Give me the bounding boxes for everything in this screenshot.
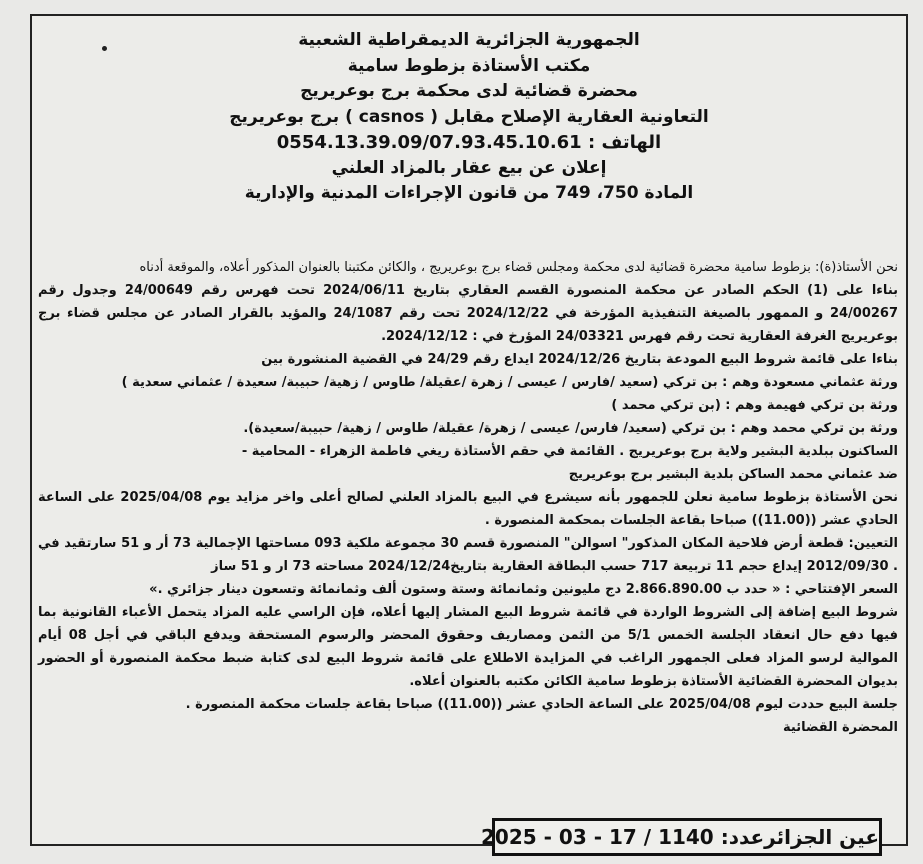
announcement-body: [38, 256, 898, 739]
signature-label: المحضرة القضائية: [783, 720, 898, 735]
paragraph-residence: الساكنون ببلدية البشير ولاية برج بوعريريج . القائمة في حقم الأستاذة ريغي فاطمة الزهراء - المحامية -: [241, 444, 898, 459]
paragraph-heirs-2: ورثة بن تركي فهيمة وهم : (بن تركي محمد ): [611, 398, 898, 413]
paragraph-sale-conditions: بناءا على قائمة شروط البيع المودعة بتاريخ 2024/12/26 ايداع رقم 24/29 في القضية المنشورة بين: [261, 352, 898, 367]
paragraph-sale-terms: شروط البيع إضافة إلى الشروط الواردة في قائمة شروط البيع المشار إليها أعلاه، فإن الراسي عليه المزاد يتحمل الأعباء القانونية بما فيها دفع حال انعقاد الجلسة الخمس 5/1 من الثمن ومصاريف وحقوق المحضر والرسوم المستحقة ويدفع الباقي في أجل 08 أيام الموالية لرسو المزاد فعلى الجمهور الراغب في المزايدة الاطلاع على قائمة شروط البيع لدى كتابة ضبط محكمة المنصورة أو الحضور بديوان المحضرة القضائية الأستاذة بزطوط سامية الكائن مكتبه بالعنوان أعلاه.: [38, 605, 898, 689]
header-title: إعلان عن بيع عقار بالمزاد العلني: [331, 157, 607, 178]
paragraph-auction-date: نحن الأستاذة بزطوط سامية نعلن للجمهور بأنه سيشرع في البيع بالمزاد العلني لصالح أعلى واخر مزايد يوم 2025/04/08 على الساعة الحادي عشر ((11.00)) صباحا بقاعة الجلسات بمحكمة المنصورة .: [38, 490, 898, 528]
paragraph-heirs-1: ورثة عثماني مسعودة وهم : بن تركي (سعيد /فارس / عيسى / زهرة /عقيلة/ طاوس / زهية/ حبيبة/ سعيدة / عثماني سعدية ): [121, 375, 898, 390]
paragraph-defendant: ضد عثماني محمد الساكن بلدية البشير برج بوعريريج: [568, 467, 898, 482]
header-legal-article: المادة 750، 749 من قانون الإجراءات المدنية والإدارية: [244, 183, 694, 203]
announcement-box: [30, 14, 908, 846]
header-bailiff: محضرة قضائية لدى محكمة برج بوعريريج: [300, 81, 638, 101]
announcement-header: [32, 28, 906, 207]
paragraph-bailiff-intro: نحن الأستاذ(ة): بزطوط سامية محضرة قضائية لدى محكمة ومجلس قضاء برج بوعريريج ، والكائن مكتبنا بالعنوان المذكور أعلاه، والموقعة أدناه: [139, 260, 898, 275]
paragraph-opening-price: السعر الإفتتاحي : « حدد ب 2.866.890.00 دج مليونين وثمانمائة وستة وستون ألف وثمانمائة وتسعون دينار جزائري .»: [149, 582, 898, 597]
header-address: التعاونية العقارية الإصلاح مقابل ( casnos ) برج بوعريريج: [229, 106, 709, 127]
paragraph-judgment: بناءا على (1) الحكم الصادر عن محكمة المنصورة القسم العقاري بتاريخ 2024/06/11 تحت فهرس رقم 24/00649 وجدول رقم 24/00267 و الممهور بالصيغة التنفيذية المؤرخة في 2024/12/22 تحت رقم 24/1087 والمؤيد بالقرار الصادر عن مجلس قضاء برج بوعريريج الغرفة العقارية تحت رقم فهرس 24/03321 المؤرخ في : 2024/12/12.: [38, 283, 899, 344]
paragraph-session-date: جلسة البيع حددت ليوم 2025/04/08 على الساعة الحادي عشر ((11.00)) صباحا بقاعة جلسات محكمة المنصورة .: [185, 697, 898, 712]
header-phone: الهاتف : 0554.13.39.09/07.93.45.10.61: [276, 132, 662, 153]
paragraph-heirs-3: ورثة بن تركي محمد وهم : بن تركي (سعيد/ فارس/ عيسى / زهرة/ عقيلة/ طاوس / زهية/ حبيبة/سعيدة).: [243, 421, 898, 436]
paragraph-property-designation: التعيين: قطعة أرض فلاحية المكان المذكور" اسوالن" المنصورة قسم 30 مجموعة ملكية 093 مساحتها الإجمالية 73 أر و 51 سارتقيد في . 2012/09/30 إيداع حجم 11 تربيعة 717 حسب البطاقة العقارية بتاريخ2024/12/24 مساحته 73 ار و 51 ساز: [38, 536, 898, 574]
publication-stamp: عين الجزائرعدد: 1140 / 17 - 03 - 2025: [492, 818, 882, 856]
header-office: مكتب الأستاذة بزطوط سامية: [347, 55, 591, 76]
header-republic: الجمهورية الجزائرية الديمقراطية الشعبية: [298, 30, 640, 50]
